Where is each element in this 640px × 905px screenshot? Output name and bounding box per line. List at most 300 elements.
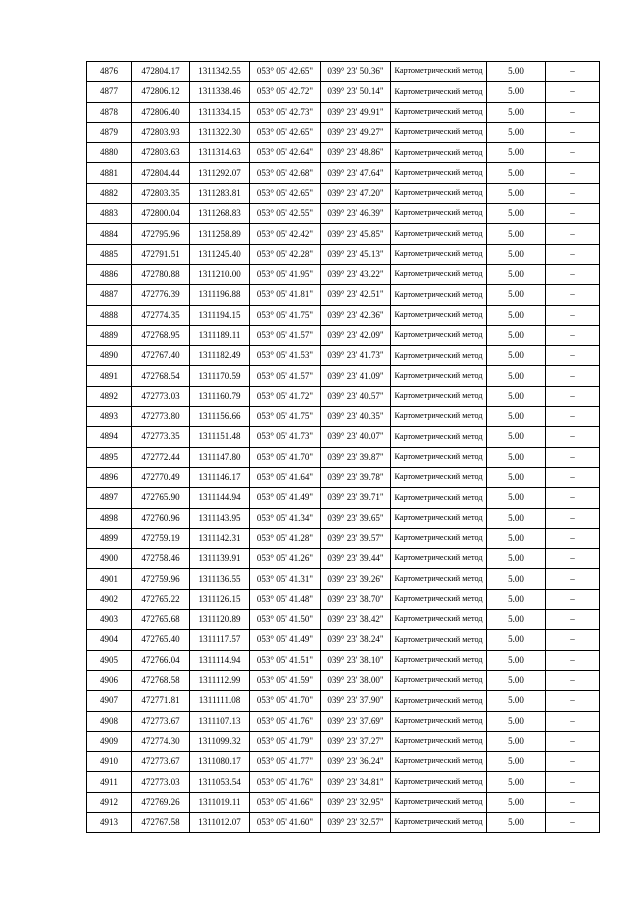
point-number-cell: 4903 <box>87 610 132 630</box>
x-coordinate-cell: 472773.67 <box>132 752 190 772</box>
point-number-cell: 4884 <box>87 224 132 244</box>
x-coordinate-cell: 472768.95 <box>132 325 190 345</box>
latitude-cell: 053° 05' 42.42" <box>250 224 321 244</box>
x-coordinate-cell: 472759.96 <box>132 569 190 589</box>
point-number-cell: 4898 <box>87 508 132 528</box>
table-row <box>87 407 600 427</box>
latitude-cell: 053° 05' 41.95" <box>250 264 321 284</box>
x-coordinate-cell: 472776.39 <box>132 285 190 305</box>
y-coordinate-cell: 1311019.11 <box>190 792 250 812</box>
point-number-cell: 4889 <box>87 325 132 345</box>
precision-cell: 5.00 <box>487 650 546 670</box>
x-coordinate-cell: 472803.35 <box>132 183 190 203</box>
x-coordinate-cell: 472806.12 <box>132 82 190 102</box>
x-coordinate-cell: 472773.67 <box>132 711 190 731</box>
method-cell: Картометрический метод <box>391 427 487 447</box>
method-cell: Картометрический метод <box>391 325 487 345</box>
x-coordinate-cell: 472773.35 <box>132 427 190 447</box>
method-cell: Картометрический метод <box>391 143 487 163</box>
x-coordinate-cell: 472774.35 <box>132 305 190 325</box>
point-number-cell: 4905 <box>87 650 132 670</box>
method-cell: Картометрический метод <box>391 752 487 772</box>
precision-cell: 5.00 <box>487 467 546 487</box>
point-number-cell: 4912 <box>87 792 132 812</box>
x-coordinate-cell: 472773.03 <box>132 386 190 406</box>
method-cell: Картометрический метод <box>391 62 487 82</box>
empty-value-cell: – <box>546 386 600 406</box>
latitude-cell: 053° 05' 41.51" <box>250 650 321 670</box>
precision-cell: 5.00 <box>487 630 546 650</box>
method-cell: Картометрический метод <box>391 589 487 609</box>
precision-cell: 5.00 <box>487 62 546 82</box>
point-number-cell: 4896 <box>87 467 132 487</box>
table-row <box>87 467 600 487</box>
x-coordinate-cell: 472765.40 <box>132 630 190 650</box>
x-coordinate-cell: 472760.96 <box>132 508 190 528</box>
precision-cell: 5.00 <box>487 508 546 528</box>
point-number-cell: 4895 <box>87 447 132 467</box>
empty-value-cell: – <box>546 407 600 427</box>
longitude-cell: 039° 23' 48.86" <box>321 143 391 163</box>
method-cell: Картометрический метод <box>391 82 487 102</box>
longitude-cell: 039° 23' 49.91" <box>321 102 391 122</box>
table-row <box>87 528 600 548</box>
precision-cell: 5.00 <box>487 224 546 244</box>
coordinates-table-body <box>87 62 600 833</box>
empty-value-cell: – <box>546 285 600 305</box>
longitude-cell: 039° 23' 38.42" <box>321 610 391 630</box>
table-row <box>87 691 600 711</box>
precision-cell: 5.00 <box>487 488 546 508</box>
latitude-cell: 053° 05' 41.53" <box>250 346 321 366</box>
y-coordinate-cell: 1311080.17 <box>190 752 250 772</box>
y-coordinate-cell: 1311334.15 <box>190 102 250 122</box>
y-coordinate-cell: 1311283.81 <box>190 183 250 203</box>
point-number-cell: 4891 <box>87 366 132 386</box>
x-coordinate-cell: 472759.19 <box>132 528 190 548</box>
longitude-cell: 039° 23' 39.87" <box>321 447 391 467</box>
precision-cell: 5.00 <box>487 407 546 427</box>
y-coordinate-cell: 1311143.95 <box>190 508 250 528</box>
table-row <box>87 670 600 690</box>
point-number-cell: 4880 <box>87 143 132 163</box>
table-row <box>87 812 600 832</box>
latitude-cell: 053° 05' 41.73" <box>250 427 321 447</box>
longitude-cell: 039° 23' 40.57" <box>321 386 391 406</box>
y-coordinate-cell: 1311151.48 <box>190 427 250 447</box>
point-number-cell: 4878 <box>87 102 132 122</box>
empty-value-cell: – <box>546 366 600 386</box>
method-cell: Картометрический метод <box>391 407 487 427</box>
empty-value-cell: – <box>546 670 600 690</box>
table-row <box>87 752 600 772</box>
table-row <box>87 549 600 569</box>
x-coordinate-cell: 472765.68 <box>132 610 190 630</box>
point-number-cell: 4907 <box>87 691 132 711</box>
x-coordinate-cell: 472765.22 <box>132 589 190 609</box>
latitude-cell: 053° 05' 41.26" <box>250 549 321 569</box>
x-coordinate-cell: 472768.54 <box>132 366 190 386</box>
x-coordinate-cell: 472774.30 <box>132 731 190 751</box>
method-cell: Картометрический метод <box>391 102 487 122</box>
precision-cell: 5.00 <box>487 366 546 386</box>
table-row <box>87 488 600 508</box>
table-row <box>87 650 600 670</box>
x-coordinate-cell: 472771.81 <box>132 691 190 711</box>
empty-value-cell: – <box>546 711 600 731</box>
longitude-cell: 039° 23' 34.81" <box>321 772 391 792</box>
longitude-cell: 039° 23' 49.27" <box>321 122 391 142</box>
longitude-cell: 039° 23' 40.07" <box>321 427 391 447</box>
y-coordinate-cell: 1311170.59 <box>190 366 250 386</box>
latitude-cell: 053° 05' 41.31" <box>250 569 321 589</box>
latitude-cell: 053° 05' 42.65" <box>250 122 321 142</box>
longitude-cell: 039° 23' 38.00" <box>321 670 391 690</box>
method-cell: Картометрический метод <box>391 670 487 690</box>
table-row <box>87 630 600 650</box>
longitude-cell: 039° 23' 32.57" <box>321 812 391 832</box>
latitude-cell: 053° 05' 41.70" <box>250 691 321 711</box>
longitude-cell: 039° 23' 47.64" <box>321 163 391 183</box>
table-row <box>87 224 600 244</box>
x-coordinate-cell: 472780.88 <box>132 264 190 284</box>
empty-value-cell: – <box>546 528 600 548</box>
table-row <box>87 285 600 305</box>
table-row <box>87 183 600 203</box>
point-number-cell: 4877 <box>87 82 132 102</box>
point-number-cell: 4909 <box>87 731 132 751</box>
latitude-cell: 053° 05' 41.77" <box>250 752 321 772</box>
empty-value-cell: – <box>546 427 600 447</box>
method-cell: Картометрический метод <box>391 508 487 528</box>
point-number-cell: 4906 <box>87 670 132 690</box>
precision-cell: 5.00 <box>487 305 546 325</box>
y-coordinate-cell: 1311120.89 <box>190 610 250 630</box>
empty-value-cell: – <box>546 569 600 589</box>
method-cell: Картометрический метод <box>391 711 487 731</box>
y-coordinate-cell: 1311268.83 <box>190 204 250 224</box>
x-coordinate-cell: 472791.51 <box>132 244 190 264</box>
empty-value-cell: – <box>546 264 600 284</box>
empty-value-cell: – <box>546 143 600 163</box>
point-number-cell: 4897 <box>87 488 132 508</box>
method-cell: Картометрический метод <box>391 285 487 305</box>
precision-cell: 5.00 <box>487 163 546 183</box>
precision-cell: 5.00 <box>487 569 546 589</box>
longitude-cell: 039° 23' 50.36" <box>321 62 391 82</box>
table-row <box>87 62 600 82</box>
point-number-cell: 4886 <box>87 264 132 284</box>
empty-value-cell: – <box>546 792 600 812</box>
method-cell: Картометрический метод <box>391 731 487 751</box>
precision-cell: 5.00 <box>487 752 546 772</box>
longitude-cell: 039° 23' 41.09" <box>321 366 391 386</box>
x-coordinate-cell: 472766.04 <box>132 650 190 670</box>
precision-cell: 5.00 <box>487 711 546 731</box>
precision-cell: 5.00 <box>487 792 546 812</box>
empty-value-cell: – <box>546 447 600 467</box>
table-row <box>87 143 600 163</box>
point-number-cell: 4893 <box>87 407 132 427</box>
empty-value-cell: – <box>546 630 600 650</box>
latitude-cell: 053° 05' 41.28" <box>250 528 321 548</box>
precision-cell: 5.00 <box>487 102 546 122</box>
empty-value-cell: – <box>546 163 600 183</box>
precision-cell: 5.00 <box>487 812 546 832</box>
point-number-cell: 4882 <box>87 183 132 203</box>
y-coordinate-cell: 1311144.94 <box>190 488 250 508</box>
x-coordinate-cell: 472767.40 <box>132 346 190 366</box>
method-cell: Картометрический метод <box>391 792 487 812</box>
latitude-cell: 053° 05' 41.72" <box>250 386 321 406</box>
table-row <box>87 102 600 122</box>
point-number-cell: 4911 <box>87 772 132 792</box>
point-number-cell: 4904 <box>87 630 132 650</box>
latitude-cell: 053° 05' 42.72" <box>250 82 321 102</box>
y-coordinate-cell: 1311142.31 <box>190 528 250 548</box>
method-cell: Картометрический метод <box>391 650 487 670</box>
method-cell: Картометрический метод <box>391 366 487 386</box>
method-cell: Картометрический метод <box>391 264 487 284</box>
method-cell: Картометрический метод <box>391 691 487 711</box>
empty-value-cell: – <box>546 691 600 711</box>
method-cell: Картометрический метод <box>391 244 487 264</box>
longitude-cell: 039° 23' 38.70" <box>321 589 391 609</box>
table-row <box>87 325 600 345</box>
table-row <box>87 366 600 386</box>
x-coordinate-cell: 472770.49 <box>132 467 190 487</box>
latitude-cell: 053° 05' 42.28" <box>250 244 321 264</box>
y-coordinate-cell: 1311126.15 <box>190 589 250 609</box>
x-coordinate-cell: 472795.96 <box>132 224 190 244</box>
empty-value-cell: – <box>546 508 600 528</box>
y-coordinate-cell: 1311338.46 <box>190 82 250 102</box>
table-row <box>87 731 600 751</box>
precision-cell: 5.00 <box>487 528 546 548</box>
y-coordinate-cell: 1311099.32 <box>190 731 250 751</box>
precision-cell: 5.00 <box>487 122 546 142</box>
table-row <box>87 569 600 589</box>
longitude-cell: 039° 23' 37.90" <box>321 691 391 711</box>
empty-value-cell: – <box>546 224 600 244</box>
point-number-cell: 4910 <box>87 752 132 772</box>
x-coordinate-cell: 472758.46 <box>132 549 190 569</box>
y-coordinate-cell: 1311210.00 <box>190 264 250 284</box>
longitude-cell: 039° 23' 50.14" <box>321 82 391 102</box>
latitude-cell: 053° 05' 41.75" <box>250 407 321 427</box>
y-coordinate-cell: 1311342.55 <box>190 62 250 82</box>
method-cell: Картометрический метод <box>391 467 487 487</box>
x-coordinate-cell: 472803.93 <box>132 122 190 142</box>
y-coordinate-cell: 1311114.94 <box>190 650 250 670</box>
longitude-cell: 039° 23' 45.85" <box>321 224 391 244</box>
x-coordinate-cell: 472773.03 <box>132 772 190 792</box>
x-coordinate-cell: 472767.58 <box>132 812 190 832</box>
precision-cell: 5.00 <box>487 691 546 711</box>
latitude-cell: 053° 05' 42.68" <box>250 163 321 183</box>
precision-cell: 5.00 <box>487 264 546 284</box>
longitude-cell: 039° 23' 42.09" <box>321 325 391 345</box>
method-cell: Картометрический метод <box>391 122 487 142</box>
latitude-cell: 053° 05' 42.64" <box>250 143 321 163</box>
latitude-cell: 053° 05' 41.81" <box>250 285 321 305</box>
table-row <box>87 305 600 325</box>
x-coordinate-cell: 472800.04 <box>132 204 190 224</box>
longitude-cell: 039° 23' 40.35" <box>321 407 391 427</box>
point-number-cell: 4876 <box>87 62 132 82</box>
precision-cell: 5.00 <box>487 610 546 630</box>
latitude-cell: 053° 05' 41.75" <box>250 305 321 325</box>
x-coordinate-cell: 472773.80 <box>132 407 190 427</box>
x-coordinate-cell: 472769.26 <box>132 792 190 812</box>
latitude-cell: 053° 05' 41.76" <box>250 772 321 792</box>
x-coordinate-cell: 472765.90 <box>132 488 190 508</box>
x-coordinate-cell: 472772.44 <box>132 447 190 467</box>
table-row <box>87 264 600 284</box>
point-number-cell: 4913 <box>87 812 132 832</box>
latitude-cell: 053° 05' 42.55" <box>250 204 321 224</box>
precision-cell: 5.00 <box>487 204 546 224</box>
point-number-cell: 4894 <box>87 427 132 447</box>
longitude-cell: 039° 23' 46.39" <box>321 204 391 224</box>
longitude-cell: 039° 23' 37.27" <box>321 731 391 751</box>
precision-cell: 5.00 <box>487 549 546 569</box>
precision-cell: 5.00 <box>487 82 546 102</box>
y-coordinate-cell: 1311182.49 <box>190 346 250 366</box>
method-cell: Картометрический метод <box>391 305 487 325</box>
method-cell: Картометрический метод <box>391 528 487 548</box>
precision-cell: 5.00 <box>487 143 546 163</box>
precision-cell: 5.00 <box>487 244 546 264</box>
method-cell: Картометрический метод <box>391 204 487 224</box>
empty-value-cell: – <box>546 62 600 82</box>
table-row <box>87 772 600 792</box>
precision-cell: 5.00 <box>487 183 546 203</box>
y-coordinate-cell: 1311111.08 <box>190 691 250 711</box>
longitude-cell: 039° 23' 39.44" <box>321 549 391 569</box>
y-coordinate-cell: 1311314.63 <box>190 143 250 163</box>
empty-value-cell: – <box>546 183 600 203</box>
method-cell: Картометрический метод <box>391 569 487 589</box>
empty-value-cell: – <box>546 731 600 751</box>
y-coordinate-cell: 1311160.79 <box>190 386 250 406</box>
empty-value-cell: – <box>546 346 600 366</box>
table-row <box>87 610 600 630</box>
precision-cell: 5.00 <box>487 447 546 467</box>
precision-cell: 5.00 <box>487 386 546 406</box>
precision-cell: 5.00 <box>487 346 546 366</box>
point-number-cell: 4900 <box>87 549 132 569</box>
y-coordinate-cell: 1311194.15 <box>190 305 250 325</box>
longitude-cell: 039° 23' 37.69" <box>321 711 391 731</box>
point-number-cell: 4885 <box>87 244 132 264</box>
empty-value-cell: – <box>546 204 600 224</box>
empty-value-cell: – <box>546 812 600 832</box>
empty-value-cell: – <box>546 549 600 569</box>
table-row <box>87 244 600 264</box>
latitude-cell: 053° 05' 41.60" <box>250 812 321 832</box>
table-row <box>87 589 600 609</box>
point-number-cell: 4887 <box>87 285 132 305</box>
y-coordinate-cell: 1311147.80 <box>190 447 250 467</box>
point-number-cell: 4902 <box>87 589 132 609</box>
latitude-cell: 053° 05' 41.34" <box>250 508 321 528</box>
precision-cell: 5.00 <box>487 589 546 609</box>
latitude-cell: 053° 05' 41.59" <box>250 670 321 690</box>
table-row <box>87 346 600 366</box>
latitude-cell: 053° 05' 42.73" <box>250 102 321 122</box>
table-row <box>87 163 600 183</box>
y-coordinate-cell: 1311117.57 <box>190 630 250 650</box>
table-row <box>87 204 600 224</box>
table-row <box>87 711 600 731</box>
precision-cell: 5.00 <box>487 670 546 690</box>
method-cell: Картометрический метод <box>391 812 487 832</box>
precision-cell: 5.00 <box>487 731 546 751</box>
table-row <box>87 82 600 102</box>
method-cell: Картометрический метод <box>391 346 487 366</box>
table-row <box>87 447 600 467</box>
coordinates-table <box>86 61 600 833</box>
latitude-cell: 053° 05' 41.57" <box>250 325 321 345</box>
latitude-cell: 053° 05' 42.65" <box>250 62 321 82</box>
latitude-cell: 053° 05' 41.49" <box>250 488 321 508</box>
empty-value-cell: – <box>546 102 600 122</box>
empty-value-cell: – <box>546 122 600 142</box>
method-cell: Картометрический метод <box>391 549 487 569</box>
table-row <box>87 427 600 447</box>
point-number-cell: 4881 <box>87 163 132 183</box>
method-cell: Картометрический метод <box>391 610 487 630</box>
latitude-cell: 053° 05' 41.70" <box>250 447 321 467</box>
latitude-cell: 053° 05' 41.57" <box>250 366 321 386</box>
y-coordinate-cell: 1311322.30 <box>190 122 250 142</box>
point-number-cell: 4899 <box>87 528 132 548</box>
y-coordinate-cell: 1311136.55 <box>190 569 250 589</box>
longitude-cell: 039° 23' 41.73" <box>321 346 391 366</box>
table-row <box>87 386 600 406</box>
y-coordinate-cell: 1311053.54 <box>190 772 250 792</box>
longitude-cell: 039° 23' 42.51" <box>321 285 391 305</box>
empty-value-cell: – <box>546 488 600 508</box>
precision-cell: 5.00 <box>487 427 546 447</box>
method-cell: Картометрический метод <box>391 488 487 508</box>
longitude-cell: 039° 23' 39.71" <box>321 488 391 508</box>
point-number-cell: 4908 <box>87 711 132 731</box>
empty-value-cell: – <box>546 305 600 325</box>
precision-cell: 5.00 <box>487 772 546 792</box>
point-number-cell: 4879 <box>87 122 132 142</box>
empty-value-cell: – <box>546 610 600 630</box>
precision-cell: 5.00 <box>487 325 546 345</box>
longitude-cell: 039° 23' 47.20" <box>321 183 391 203</box>
method-cell: Картометрический метод <box>391 386 487 406</box>
latitude-cell: 053° 05' 41.50" <box>250 610 321 630</box>
point-number-cell: 4901 <box>87 569 132 589</box>
longitude-cell: 039° 23' 39.65" <box>321 508 391 528</box>
x-coordinate-cell: 472804.44 <box>132 163 190 183</box>
point-number-cell: 4888 <box>87 305 132 325</box>
y-coordinate-cell: 1311292.07 <box>190 163 250 183</box>
point-number-cell: 4883 <box>87 204 132 224</box>
empty-value-cell: – <box>546 82 600 102</box>
longitude-cell: 039° 23' 36.24" <box>321 752 391 772</box>
x-coordinate-cell: 472806.40 <box>132 102 190 122</box>
method-cell: Картометрический метод <box>391 163 487 183</box>
x-coordinate-cell: 472803.63 <box>132 143 190 163</box>
point-number-cell: 4892 <box>87 386 132 406</box>
longitude-cell: 039° 23' 38.24" <box>321 630 391 650</box>
